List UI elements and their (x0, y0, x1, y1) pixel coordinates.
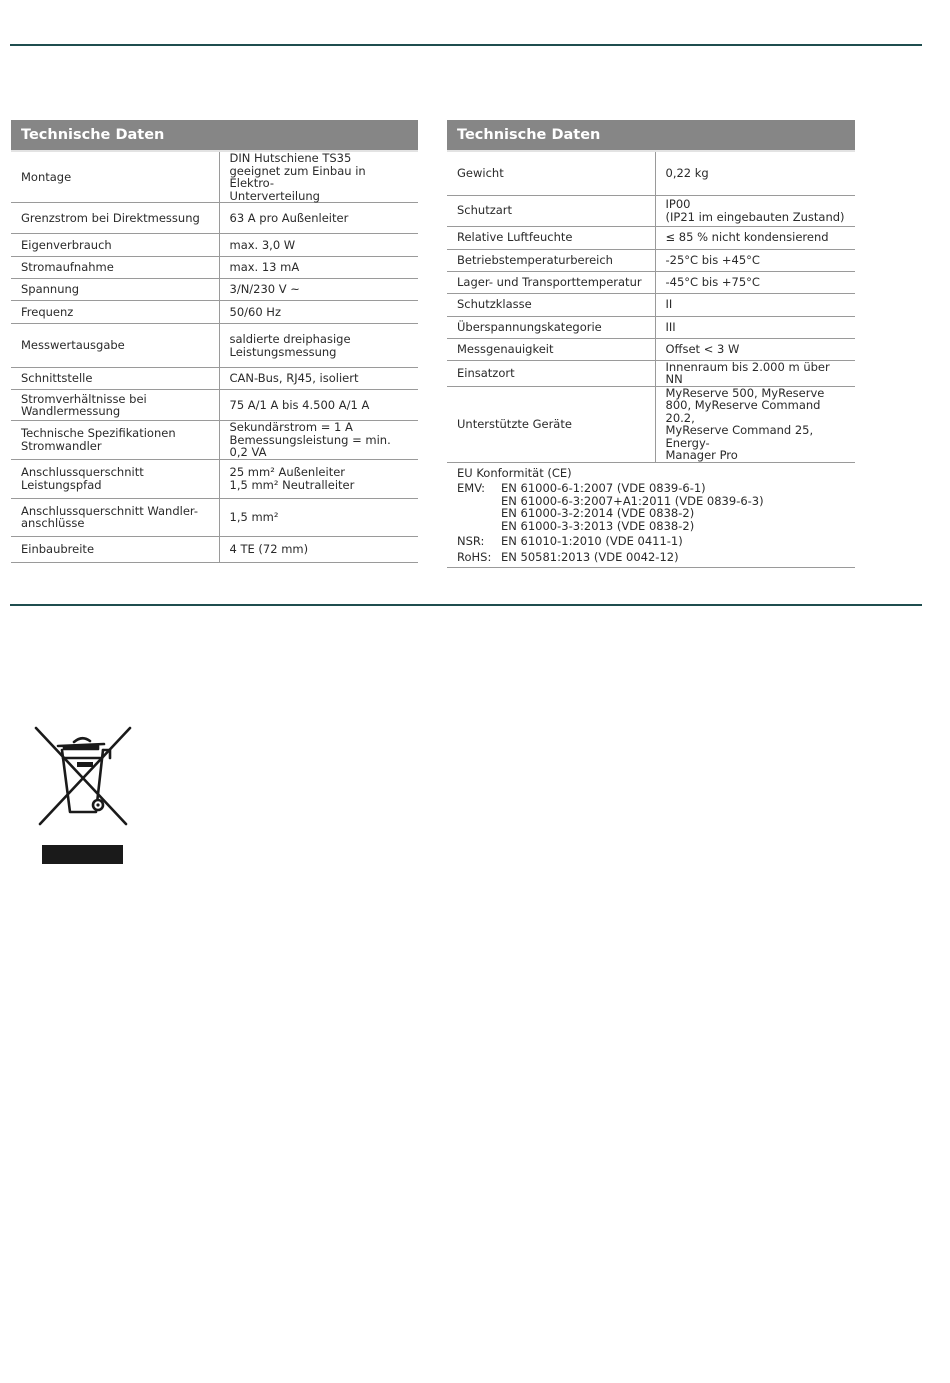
nsr-row (457, 535, 849, 548)
spec-value: 0,22 kg (655, 151, 855, 195)
spec-key: Eigenverbrauch (11, 234, 219, 257)
spec-value: Innenraum bis 2.000 m über NN (655, 360, 855, 386)
crossed-out-wheelie-bin-icon (34, 726, 132, 866)
spec-value: 25 mm² Außenleiter 1,5 mm² Neutralleiter (219, 459, 418, 498)
eu-conformity (447, 462, 855, 568)
spec-key: Gewicht (447, 151, 655, 195)
spec-value: MyReserve 500, MyReserve 800, MyReserve Command 20.2, MyReserve Command 25, Energy- Manager Pro (655, 386, 855, 462)
table-row (447, 338, 855, 360)
table-row (447, 316, 855, 338)
spec-value: saldierte dreiphasige Leistungsmessung (219, 324, 418, 368)
spec-value: ≤ 85 % nicht kondensierend (655, 226, 855, 249)
spec-value: DIN Hutschiene TS35 geeignet zum Einbau in Elektro- Unterverteilung (219, 151, 418, 203)
table-row (447, 360, 855, 386)
spec-value: -45°C bis +75°C (655, 271, 855, 293)
spec-key: Schutzart (447, 195, 655, 226)
table-row (11, 324, 418, 368)
table-row (11, 279, 418, 301)
table-row (447, 226, 855, 249)
table-row (447, 195, 855, 226)
table-title: Technische Daten (447, 120, 855, 151)
table-row (11, 498, 418, 536)
table-row (447, 271, 855, 293)
table-row (447, 293, 855, 316)
table-row (11, 203, 418, 234)
tech-data-table-left (11, 120, 418, 563)
spec-key: Unterstützte Geräte (447, 386, 655, 462)
spec-key: Einbaubreite (11, 536, 219, 562)
spec-value: Offset < 3 W (655, 338, 855, 360)
spec-key: Relative Luftfeuchte (447, 226, 655, 249)
rohs-row (457, 551, 849, 564)
table-row (447, 151, 855, 195)
spec-value: Sekundärstrom = 1 A Bemessungsleistung = min. 0,2 VA (219, 421, 418, 460)
spec-key: Betriebstemperaturbereich (447, 249, 655, 271)
table-row (11, 301, 418, 324)
table-row (11, 390, 418, 421)
emv-norms: EN 61000-6-1:2007 (VDE 0839-6-1) EN 61000-6-3:2007+A1:2011 (VDE 0839-6-3) EN 61000-3-2:2014 (VDE 0838-2) EN 61000-3-3:2013 (VDE 0838-2) (501, 481, 764, 533)
spec-value: 4 TE (72 mm) (219, 536, 418, 562)
table-title: Technische Daten (11, 120, 418, 151)
spec-key: Montage (11, 151, 219, 203)
spec-value: -25°C bis +45°C (655, 249, 855, 271)
spec-value: III (655, 316, 855, 338)
emv-label: EMV: (457, 481, 485, 495)
table-row (11, 368, 418, 390)
spec-key: Spannung (11, 279, 219, 301)
spec-key: Technische Spezifikationen Stromwandler (11, 421, 219, 460)
spec-value: 63 A pro Außenleiter (219, 203, 418, 234)
top-divider (10, 44, 922, 46)
spec-value: max. 3,0 W (219, 234, 418, 257)
spec-value: CAN-Bus, RJ45, isoliert (219, 368, 418, 390)
spec-key: Stromaufnahme (11, 257, 219, 279)
spec-key: Grenzstrom bei Direktmessung (11, 203, 219, 234)
spec-key: Messgenauigkeit (447, 338, 655, 360)
spec-value: max. 13 mA (219, 257, 418, 279)
spec-key: Stromverhältnisse bei Wandlermessung (11, 390, 219, 421)
spec-key: Messwertausgabe (11, 324, 219, 368)
spec-value: 50/60 Hz (219, 301, 418, 324)
spec-key: Schnittstelle (11, 368, 219, 390)
eu-conformity-title: EU Konformität (CE) (457, 465, 572, 480)
spec-value: 75 A/1 A bis 4.500 A/1 A (219, 390, 418, 421)
spec-value: II (655, 293, 855, 316)
table-row (11, 459, 418, 498)
nsr-label: NSR: (457, 534, 485, 548)
nsr-norms: EN 61010-1:2010 (VDE 0411-1) (501, 534, 683, 548)
spec-value: 3/N/230 V ~ (219, 279, 418, 301)
emv-row (457, 482, 849, 532)
table-row (11, 151, 418, 203)
table-row (447, 386, 855, 462)
spec-key: Frequenz (11, 301, 219, 324)
spec-key: Anschlussquerschnitt Leistungspfad (11, 459, 219, 498)
table-row (11, 536, 418, 562)
eu-conformity-row (447, 462, 855, 568)
table-row (11, 257, 418, 279)
spec-key: Schutzklasse (447, 293, 655, 316)
tech-data-table-right (447, 120, 855, 568)
spec-key: Einsatzort (447, 360, 655, 386)
table-row (447, 249, 855, 271)
spec-key: Anschlussquerschnitt Wandler- anschlüsse (11, 498, 219, 536)
rohs-label: RoHS: (457, 549, 492, 564)
spec-value: IP00 (IP21 im eingebauten Zustand) (655, 195, 855, 226)
table-row (11, 234, 418, 257)
spec-key: Lager- und Transporttemperatur (447, 271, 655, 293)
table-row (11, 421, 418, 460)
rohs-norms: EN 50581:2013 (VDE 0042-12) (501, 549, 679, 564)
bottom-divider (10, 604, 922, 606)
spec-value: 1,5 mm² (219, 498, 418, 536)
spec-key: Überspannungskategorie (447, 316, 655, 338)
